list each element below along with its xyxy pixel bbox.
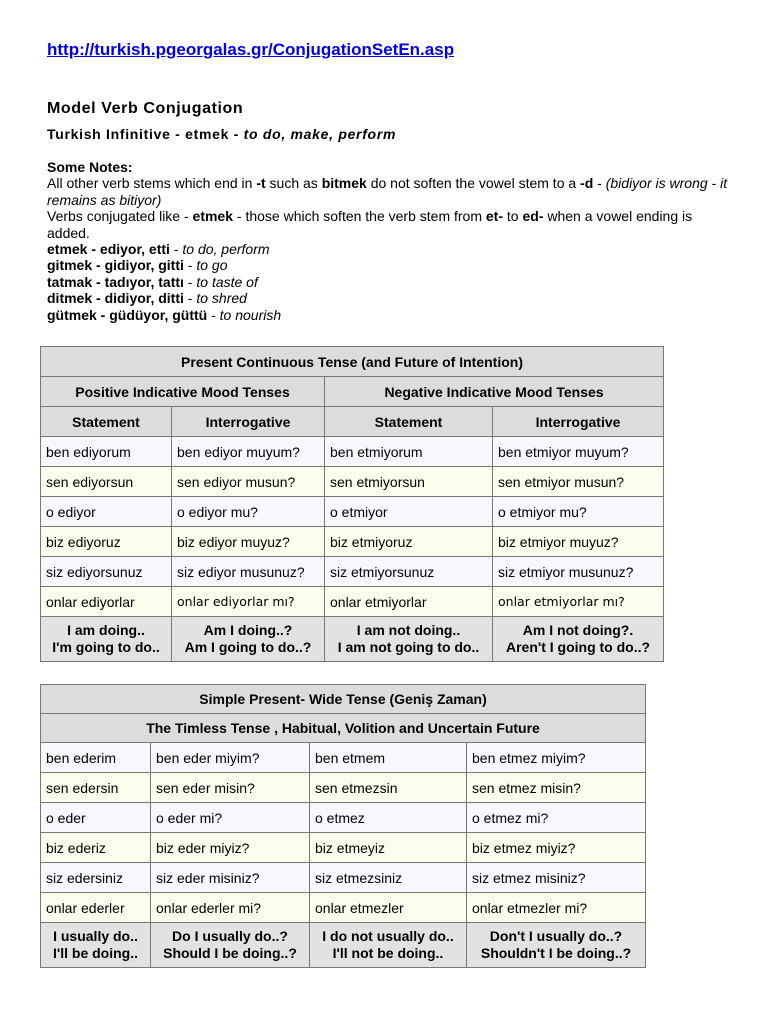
conjugation-cell: o ediyor [41, 497, 172, 527]
conjugation-cell: o eder mi? [151, 803, 310, 833]
notes-heading: Some Notes: [47, 159, 133, 175]
table-row [41, 467, 664, 497]
verb-example [47, 290, 737, 306]
table1-group-negative: Negative Indicative Mood Tenses [325, 377, 664, 407]
table-row [41, 587, 664, 617]
verb-example [47, 274, 737, 290]
notes-section [47, 159, 737, 323]
verb-example-meaning: to taste of [196, 273, 258, 290]
verb-example [47, 257, 737, 273]
conjugation-cell: siz edersiniz [41, 863, 151, 893]
verb-example-separator: - [183, 273, 197, 290]
note1-suffix-t: -t [256, 175, 266, 192]
conjugation-cell: siz eder misiniz? [151, 863, 310, 893]
note2-text-g: when a vowel ending is added. [47, 208, 693, 241]
meaning-cell [310, 923, 467, 968]
note-line-2 [47, 208, 737, 241]
table1-title: Present Continuous Tense (and Future of Intention) [41, 347, 664, 377]
table1-col-header: Statement [325, 407, 493, 437]
note2-stem-et: et- [485, 208, 504, 225]
present-continuous-table [40, 346, 664, 662]
meaning-cell [467, 923, 646, 968]
conjugation-cell: siz ediyor musunuz? [172, 557, 325, 587]
verb-example-separator: - [183, 290, 197, 307]
meaning-line: I'll not be doing.. [332, 945, 444, 961]
conjugation-cell: biz ediyoruz [41, 527, 172, 557]
table-row [41, 803, 646, 833]
conjugation-cell: biz etmeyiz [310, 833, 467, 863]
verb-example-meaning: to go [196, 257, 228, 274]
conjugation-cell: ben eder miyim? [151, 743, 310, 773]
conjugation-cell: onlar ediyorlar mı? [172, 587, 325, 617]
table-row [41, 773, 646, 803]
verb-example-forms: gitmek - gidiyor, gitti [47, 257, 184, 274]
conjugation-cell: ben ederim [41, 743, 151, 773]
conjugation-cell: o ediyor mu? [172, 497, 325, 527]
table1-group-positive: Positive Indicative Mood Tenses [41, 377, 325, 407]
conjugation-cell: sen etmiyorsun [325, 467, 493, 497]
conjugation-cell: onlar etmiyorlar mı? [493, 587, 664, 617]
conjugation-cell: sen ediyor musun? [172, 467, 325, 497]
table2-meaning-row [41, 923, 646, 968]
conjugation-cell: sen eder misin? [151, 773, 310, 803]
verb-example-meaning: to shred [196, 290, 247, 307]
meaning-line: I am not going to do.. [337, 639, 480, 655]
conjugation-cell: onlar ediyorlar [41, 587, 172, 617]
table1-col-header: Interrogative [493, 407, 664, 437]
verb-examples-list [47, 241, 737, 323]
note2-text-a: Verbs conjugated like - [47, 208, 193, 225]
conjugation-cell: siz etmezsiniz [310, 863, 467, 893]
conjugation-cell: onlar etmiyorlar [325, 587, 493, 617]
conjugation-cell: siz etmiyor musunuz? [493, 557, 664, 587]
conjugation-cell: ben etmem [310, 743, 467, 773]
meaning-line: Am I not doing?. [522, 622, 634, 638]
conjugation-cell: biz eder miyiz? [151, 833, 310, 863]
conjugation-cell: biz ederiz [41, 833, 151, 863]
conjugation-cell: onlar ederler mi? [151, 893, 310, 923]
table-row [41, 863, 646, 893]
conjugation-cell: sen etmezsin [310, 773, 467, 803]
conjugation-cell: ben etmiyorum [325, 437, 493, 467]
conjugation-cell: onlar etmezler [310, 893, 467, 923]
meaning-line: Shouldn't I be doing..? [480, 945, 632, 961]
conjugation-cell: siz etmiyorsunuz [325, 557, 493, 587]
meaning-line: Aren't I going to do..? [505, 639, 651, 655]
table-row [41, 497, 664, 527]
verb-example-separator: - [207, 306, 220, 323]
conjugation-cell: o etmez mi? [467, 803, 646, 833]
conjugation-cell: ben ediyor muyum? [172, 437, 325, 467]
verb-example-forms: ditmek - didiyor, ditti [47, 290, 184, 307]
table1-col-header: Interrogative [172, 407, 325, 437]
conjugation-cell: sen etmez misin? [467, 773, 646, 803]
table-row [41, 743, 646, 773]
infinitive-prefix: Turkish Infinitive - etmek - [47, 126, 244, 142]
table1-meaning-row [41, 617, 664, 662]
verb-example-separator: - [183, 257, 197, 274]
meaning-line: I do not usually do.. [322, 928, 454, 944]
table-row [41, 437, 664, 467]
conjugation-cell: ben etmiyor muyum? [493, 437, 664, 467]
source-url-link[interactable]: http://turkish.pgeorgalas.gr/ConjugationSetEn.asp [47, 40, 455, 59]
conjugation-cell: o etmez [310, 803, 467, 833]
note2-stem-ed: ed- [522, 208, 544, 225]
meaning-line: I'll be doing.. [53, 945, 138, 961]
note1-text-a: All other verb stems which end in [47, 175, 257, 192]
verb-example-separator: - [169, 241, 183, 258]
table-row [41, 557, 664, 587]
conjugation-cell: biz etmiyoruz [325, 527, 493, 557]
conjugation-cell: sen edersin [41, 773, 151, 803]
infinitive-line [47, 126, 396, 142]
meaning-line: I usually do.. [53, 928, 138, 944]
conjugation-cell: o etmiyor mu? [493, 497, 664, 527]
note2-verb-etmek: etmek [192, 208, 233, 225]
note1-aside: (bidiyor is wrong - it remains as bitiyor) [47, 175, 728, 208]
verb-example [47, 307, 737, 323]
verb-example-forms: gütmek - güdüyor, güttü [47, 306, 208, 323]
conjugation-cell: onlar ederler [41, 893, 151, 923]
table-row [41, 527, 664, 557]
conjugation-cell: ben ediyorum [41, 437, 172, 467]
conjugation-cell: ben etmez miyim? [467, 743, 646, 773]
infinitive-meaning: to do, make, perform [243, 126, 397, 142]
note1-text-c: such as [265, 175, 322, 192]
meaning-line: Don't I usually do..? [489, 928, 623, 944]
verb-example-meaning: to nourish [219, 306, 282, 323]
table2-title: Simple Present- Wide Tense (Geniş Zaman) [41, 685, 646, 714]
table2-body [41, 743, 646, 923]
conjugation-cell: o etmiyor [325, 497, 493, 527]
verb-example-forms: etmek - ediyor, etti [47, 241, 170, 258]
conjugation-cell: onlar etmezler mi? [467, 893, 646, 923]
conjugation-cell: sen etmiyor musun? [493, 467, 664, 497]
note1-text-g: - [593, 175, 606, 192]
verb-example-forms: tatmak - tadıyor, tattı [47, 273, 184, 290]
meaning-cell [151, 923, 310, 968]
note2-text-c: - those which soften the verb stem from [233, 208, 486, 225]
simple-present-table [40, 684, 646, 968]
verb-example-meaning: to do, perform [182, 241, 270, 258]
conjugation-cell: sen ediyorsun [41, 467, 172, 497]
table-row [41, 833, 646, 863]
note1-suffix-d: -d [580, 175, 594, 192]
conjugation-cell: o eder [41, 803, 151, 833]
verb-example [47, 241, 737, 257]
meaning-cell [41, 923, 151, 968]
meaning-line: Am I doing..? [203, 622, 293, 638]
meaning-cell [325, 617, 493, 662]
note1-text-e: do not soften the vowel stem to a [366, 175, 581, 192]
meaning-line: Should I be doing..? [163, 945, 297, 961]
note1-verb-bitmek: bitmek [321, 175, 367, 192]
meaning-line: I am not doing.. [356, 622, 461, 638]
meaning-line: I'm going to do.. [52, 639, 160, 655]
table1-col-header: Statement [41, 407, 172, 437]
conjugation-cell: biz ediyor muyuz? [172, 527, 325, 557]
meaning-cell [172, 617, 325, 662]
table1-body [41, 437, 664, 617]
meaning-cell [41, 617, 172, 662]
conjugation-cell: biz etmez miyiz? [467, 833, 646, 863]
conjugation-cell: siz etmez misiniz? [467, 863, 646, 893]
meaning-cell [493, 617, 664, 662]
note-line-1 [47, 175, 737, 208]
note2-text-e: to [503, 208, 523, 225]
table2-subtitle: The Timless Tense , Habitual, Volition and Uncertain Future [41, 714, 646, 743]
conjugation-cell: biz etmiyor muyuz? [493, 527, 664, 557]
page-title: Model Verb Conjugation [47, 100, 244, 117]
meaning-line: Am I going to do..? [184, 639, 312, 655]
conjugation-cell: siz ediyorsunuz [41, 557, 172, 587]
meaning-line: I am doing.. [67, 622, 145, 638]
table-row [41, 893, 646, 923]
meaning-line: Do I usually do..? [172, 928, 288, 944]
